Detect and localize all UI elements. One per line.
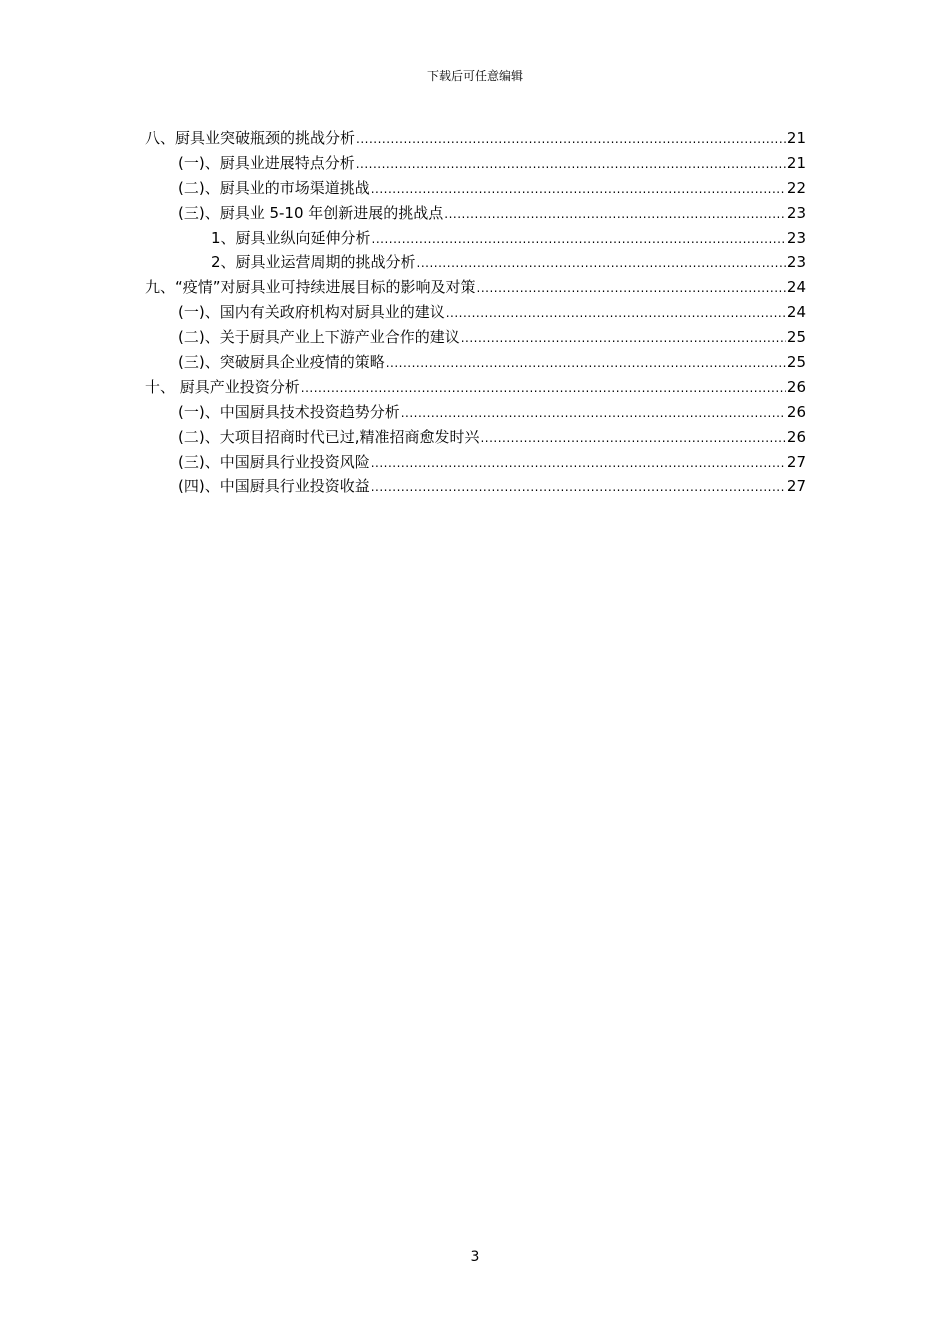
toc-entry-page: 24: [786, 278, 806, 297]
toc-entry-page: 26: [786, 427, 806, 446]
toc-dot-leader: [480, 426, 785, 451]
toc-dot-leader: [477, 276, 786, 301]
toc-entry-title: 十、 厨具产业投资分析: [145, 377, 300, 396]
toc-entry[interactable]: [145, 450, 806, 475]
page-header: 下载后可任意编辑: [426, 69, 523, 83]
page-number: 3: [470, 1249, 480, 1265]
toc-entry[interactable]: [145, 126, 806, 151]
toc-entry-title: 九、“疫情”对厨具业可持续进展目标的影响及对策: [145, 278, 476, 297]
toc-entry[interactable]: [145, 176, 806, 201]
toc-entry[interactable]: [145, 375, 806, 400]
toc-entry-page: 23: [786, 228, 806, 247]
toc-entry[interactable]: [145, 250, 806, 275]
toc-entry-page: 25: [786, 328, 806, 347]
toc-entry-page: 24: [786, 303, 806, 322]
toc-entry[interactable]: [145, 226, 806, 251]
toc-entry-page: 23: [786, 253, 806, 272]
toc-dot-leader: [301, 376, 786, 401]
toc-entry[interactable]: [145, 425, 806, 450]
toc-entry[interactable]: [145, 275, 806, 300]
toc-dot-leader: [417, 251, 786, 276]
toc-entry-page: 25: [786, 353, 806, 372]
toc-dot-leader: [372, 227, 786, 252]
toc-entry[interactable]: [145, 201, 806, 226]
toc-dot-leader: [371, 475, 786, 500]
toc-dot-leader: [446, 301, 786, 326]
toc-entry-title: 八、厨具业突破瓶颈的挑战分析: [145, 129, 356, 147]
toc-dot-leader: [356, 127, 786, 152]
toc-entry-title: (二)、厨具业的市场渠道挑战: [178, 178, 370, 197]
toc-entry[interactable]: [145, 350, 806, 375]
toc-entry-page: 23: [786, 203, 806, 222]
toc-entry[interactable]: [145, 300, 806, 325]
toc-entry-page: 21: [786, 153, 806, 172]
toc-dot-leader: [461, 326, 786, 351]
toc-dot-leader: [401, 401, 786, 426]
toc-entry-page: 21: [786, 129, 806, 147]
toc-entry-page: 26: [786, 377, 806, 396]
toc-entry-page: 27: [786, 452, 806, 471]
toc-entry-title: (一)、中国厨具技术投资趋势分析: [178, 402, 400, 421]
toc-entry-title: (二)、大项目招商时代已过,精准招商愈发时兴: [178, 427, 480, 446]
toc-dot-leader: [444, 202, 786, 227]
toc-entry-title: (一)、厨具业进展特点分析: [178, 153, 355, 172]
toc-dot-leader: [371, 451, 786, 476]
toc-entry-title: 1、厨具业纵向延伸分析: [211, 228, 371, 247]
toc-dot-leader: [356, 152, 786, 177]
table-of-contents: [145, 126, 806, 499]
toc-entry-title: (三)、突破厨具企业疫情的策略: [178, 353, 385, 372]
toc-dot-leader: [371, 177, 786, 202]
toc-entry-title: (三)、中国厨具行业投资风险: [178, 452, 370, 471]
toc-entry-title: (一)、国内有关政府机构对厨具业的建议: [178, 303, 445, 322]
toc-entry[interactable]: [145, 474, 806, 499]
toc-entry-title: (三)、厨具业 5-10 年创新进展的挑战点: [178, 203, 444, 222]
toc-entry-title: (二)、关于厨具产业上下游产业合作的建议: [178, 328, 460, 347]
toc-entry[interactable]: [145, 400, 806, 425]
toc-dot-leader: [386, 351, 786, 376]
toc-entry-page: 22: [786, 178, 806, 197]
toc-entry-title: 2、厨具业运营周期的挑战分析: [211, 253, 416, 272]
toc-entry-page: 26: [786, 402, 806, 421]
toc-entry[interactable]: [145, 151, 806, 176]
toc-entry[interactable]: [145, 325, 806, 350]
toc-entry-page: 27: [786, 477, 806, 496]
toc-entry-title: (四)、中国厨具行业投资收益: [178, 477, 370, 496]
